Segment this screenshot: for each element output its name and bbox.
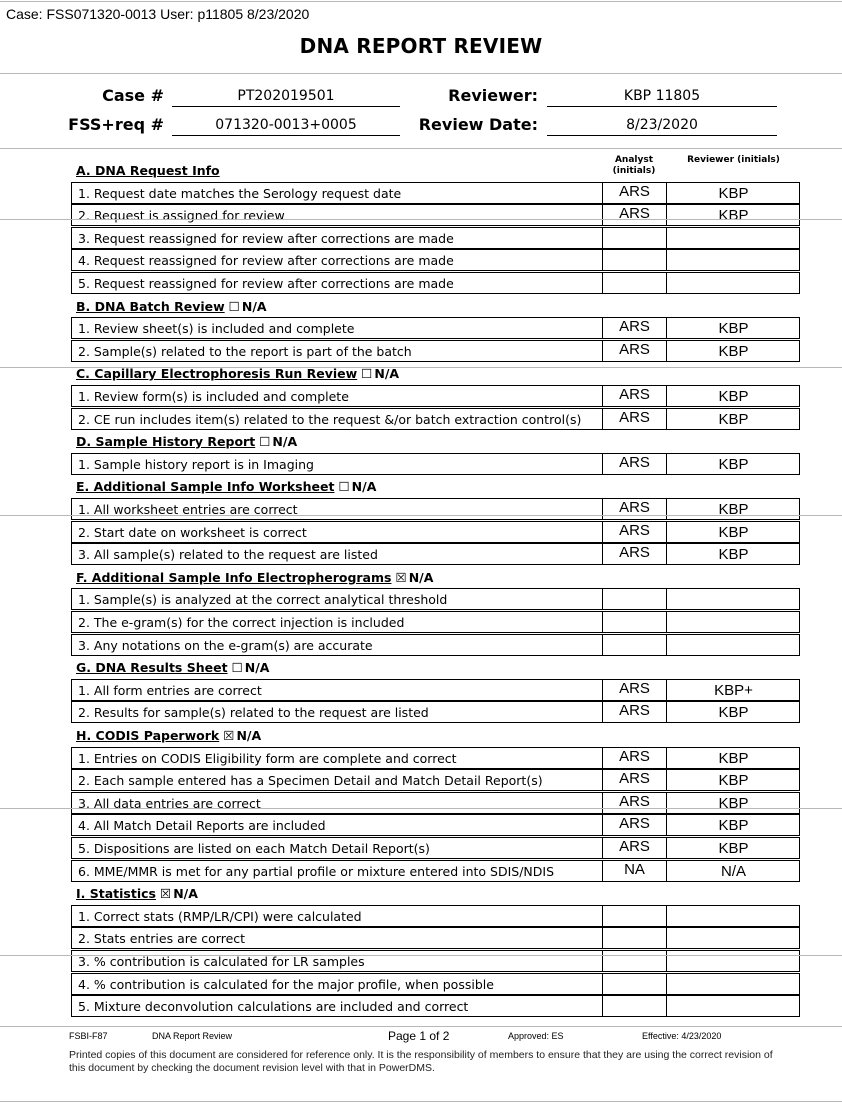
reviewer-column-header: Reviewer (initials) xyxy=(687,155,780,165)
reviewer-initials-cell[interactable]: KBP xyxy=(718,794,749,812)
na-label: N/A xyxy=(351,479,377,495)
item-text: 4. % contribution is calculated for the major profile, when possible xyxy=(78,976,494,992)
analyst-initials-cell[interactable]: ARS xyxy=(602,453,667,475)
section-title: D. Sample History Report xyxy=(76,434,256,450)
checklist-row xyxy=(71,769,800,791)
reviewer-initials-cell[interactable]: KBP xyxy=(718,207,749,225)
checklist-row xyxy=(71,317,800,339)
reviewer-initials-cell[interactable]: KBP xyxy=(718,320,749,338)
item-text: 2. Request is assigned for review xyxy=(78,208,285,224)
reviewer-initials-cell[interactable] xyxy=(667,249,800,271)
item-text: 4. All Match Detail Reports are included xyxy=(78,818,326,834)
reviewer-initials-cell[interactable] xyxy=(667,272,800,294)
section-title: B. DNA Batch Review xyxy=(76,298,225,314)
analyst-initials-cell[interactable]: ARS xyxy=(602,792,667,814)
section-title: A. DNA Request Info xyxy=(76,163,220,178)
section-heading xyxy=(76,883,198,905)
checklist-row xyxy=(71,182,800,204)
reviewer-initials-cell[interactable] xyxy=(667,973,800,995)
checklist-row xyxy=(71,272,800,294)
checklist-row xyxy=(71,747,800,769)
checklist-row xyxy=(71,995,800,1017)
analyst-initials-cell[interactable]: ARS xyxy=(602,769,667,791)
section-heading xyxy=(76,296,267,318)
item-text: 2. The e-gram(s) for the correct injection is included xyxy=(78,615,405,630)
page-title: DNA REPORT REVIEW xyxy=(299,34,543,58)
checklist-row xyxy=(71,204,800,226)
analyst-initials-cell[interactable] xyxy=(602,249,667,271)
item-text: 6. MME/MMR is met for any partial profile or mixture entered into SDIS/NDIS xyxy=(78,863,555,879)
reviewer-initials-cell[interactable]: KBP xyxy=(718,410,749,428)
reviewer-initials-cell[interactable]: KBP+ xyxy=(714,681,753,699)
checklist-row xyxy=(71,950,800,972)
analyst-initials-cell[interactable]: ARS xyxy=(602,340,667,362)
reviewer-initials-cell[interactable]: KBP xyxy=(718,840,749,857)
na-label: N/A xyxy=(374,366,400,382)
item-text: 5. Dispositions are listed on each Match Detail Report(s) xyxy=(78,841,430,856)
analyst-initials-cell[interactable] xyxy=(602,588,667,610)
section-title: F. Additional Sample Info Electropherograms xyxy=(76,569,392,585)
item-text: 3. Any notations on the e-gram(s) are accurate xyxy=(78,637,373,653)
checklist-row xyxy=(71,860,800,882)
analyst-initials-cell[interactable]: ARS xyxy=(602,182,667,204)
section-heading xyxy=(76,431,297,453)
title-rule xyxy=(0,73,842,74)
case-stamp: Case: FSS071320-0013 User: p11805 8/23/2020 xyxy=(6,6,310,22)
item-text: 3. % contribution is calculated for LR samples xyxy=(78,954,365,969)
approved-by: Approved: ES xyxy=(508,1031,564,1041)
reviewer-initials-cell[interactable] xyxy=(667,905,800,927)
analyst-initials-cell[interactable]: ARS xyxy=(602,747,667,769)
checklist-row xyxy=(71,453,800,475)
checkbox-icon[interactable]: ☐ xyxy=(361,366,373,382)
fss-req-label: FSS+req # xyxy=(68,115,164,134)
reviewer-initials-cell[interactable] xyxy=(667,611,800,633)
item-text: 3. All sample(s) related to the request are listed xyxy=(78,547,378,563)
header-rule xyxy=(0,148,842,149)
item-text: 2. CE run includes item(s) related to the request &/or batch extraction control(s) xyxy=(78,411,582,427)
checked-box-icon[interactable]: ☒ xyxy=(159,886,172,902)
section-title: G. DNA Results Sheet xyxy=(76,660,228,676)
reviewer-field: KBP 11805 xyxy=(547,86,777,107)
item-text: 1. All worksheet entries are correct xyxy=(78,502,298,517)
checkbox-icon[interactable]: ☐ xyxy=(259,434,271,450)
section-heading xyxy=(76,725,261,747)
item-text: 1. Review form(s) is included and complete xyxy=(78,389,349,404)
reviewer-initials-cell[interactable]: KBP xyxy=(718,388,749,405)
checklist-row xyxy=(71,634,800,656)
checklist-row xyxy=(71,340,800,362)
reviewer-initials-cell[interactable]: KBP xyxy=(718,772,749,790)
na-label: N/A xyxy=(173,886,198,902)
reviewer-initials-cell[interactable] xyxy=(667,950,800,972)
form-id: FSBI-F87 xyxy=(69,1031,108,1041)
effective-date: Effective: 4/23/2020 xyxy=(642,1031,722,1041)
checklist-row xyxy=(71,792,800,814)
na-label: N/A xyxy=(408,569,434,585)
analyst-initials-cell[interactable] xyxy=(602,227,667,249)
item-text: 2. Results for sample(s) related to the request are listed xyxy=(78,705,429,721)
footer-rule xyxy=(0,1026,842,1027)
case-number-field: PT202019501 xyxy=(172,86,400,107)
checkbox-icon[interactable]: ☐ xyxy=(228,298,240,314)
item-text: 1. Sample history report is in Imaging xyxy=(78,456,314,472)
reviewer-initials-cell[interactable]: KBP xyxy=(718,501,749,518)
bottom-rule xyxy=(0,1101,842,1102)
item-text: 1. Entries on CODIS Eligibility form are complete and correct xyxy=(78,750,457,766)
item-text: 2. Stats entries are correct xyxy=(78,931,246,947)
checklist-row xyxy=(71,385,800,407)
checklist-row xyxy=(71,588,800,610)
section-heading xyxy=(76,476,376,498)
checklist-row xyxy=(71,249,800,271)
checklist-row xyxy=(71,814,800,836)
analyst-initials-cell[interactable]: ARS xyxy=(602,521,667,543)
item-text: 1. Sample(s) is analyzed at the correct analytical threshold xyxy=(78,592,448,608)
checklist-row xyxy=(71,973,800,995)
reviewer-initials-cell[interactable] xyxy=(667,927,800,949)
analyst-initials-cell[interactable]: ARS xyxy=(602,408,667,430)
checkbox-icon[interactable]: ☐ xyxy=(231,660,243,676)
analyst-initials-cell[interactable] xyxy=(602,950,667,972)
analyst-initials-cell[interactable]: ARS xyxy=(602,814,667,836)
checklist-row xyxy=(71,543,800,565)
analyst-column-header: Analyst (initials) xyxy=(612,155,656,176)
checklist-row xyxy=(71,905,800,927)
checkbox-icon[interactable]: ☐ xyxy=(338,479,350,495)
item-text: 3. All data entries are correct xyxy=(78,795,261,811)
analyst-initials-cell[interactable]: ARS xyxy=(602,543,667,565)
checklist-row xyxy=(71,227,800,249)
item-text: 2. Sample(s) related to the report is part of the batch xyxy=(78,343,412,359)
reviewer-initials-cell[interactable] xyxy=(667,634,800,656)
checked-box-icon[interactable]: ☒ xyxy=(395,569,407,585)
analyst-initials-cell[interactable] xyxy=(602,272,667,294)
analyst-initials-cell[interactable] xyxy=(602,927,667,949)
checklist-row xyxy=(71,701,800,723)
na-label: N/A xyxy=(244,660,270,676)
na-label: N/A xyxy=(272,434,298,450)
checklist-row xyxy=(71,611,800,633)
reviewer-initials-cell[interactable]: KBP xyxy=(718,342,749,360)
scan-line xyxy=(0,219,842,220)
analyst-initials-cell[interactable]: ARS xyxy=(602,317,667,339)
item-text: 2. Each sample entered has a Specimen Detail and Match Detail Report(s) xyxy=(78,773,543,789)
analyst-initials-cell[interactable]: ARS xyxy=(602,679,667,701)
case-label: Case # xyxy=(102,86,164,105)
analyst-initials-cell[interactable] xyxy=(602,905,667,927)
section-heading xyxy=(76,567,433,589)
section-title: I. Statistics xyxy=(76,886,156,902)
scan-line xyxy=(0,808,842,809)
item-text: 5. Mixture deconvolution calculations are included and correct xyxy=(78,999,469,1015)
section-heading xyxy=(76,657,269,679)
reviewer-initials-cell[interactable]: N/A xyxy=(720,862,746,880)
reviewer-initials-cell[interactable]: KBP xyxy=(718,455,749,473)
section-title: E. Additional Sample Info Worksheet xyxy=(76,479,335,495)
analyst-initials-cell[interactable] xyxy=(602,634,667,656)
item-text: 2. Start date on worksheet is correct xyxy=(78,524,307,540)
fss-req-field: 071320-0013+0005 xyxy=(172,115,400,136)
item-text: 1. Correct stats (RMP/LR/CPI) were calculated xyxy=(78,908,362,924)
scan-line xyxy=(0,955,842,956)
analyst-initials-cell[interactable] xyxy=(602,973,667,995)
checklist-row xyxy=(71,521,800,543)
analyst-initials-cell[interactable]: ARS xyxy=(602,385,667,407)
reviewer-initials-cell[interactable] xyxy=(667,227,800,249)
item-text: 3. Request reassigned for review after corrections are made xyxy=(78,230,454,246)
item-text: 1. All form entries are correct xyxy=(78,682,262,698)
top-rule xyxy=(0,1,842,2)
analyst-initials-cell[interactable]: ARS xyxy=(602,837,667,859)
na-label: N/A xyxy=(241,298,267,314)
section-heading xyxy=(76,160,220,182)
scan-line xyxy=(0,367,842,368)
reviewer-initials-cell[interactable]: KBP xyxy=(718,749,749,767)
analyst-initials-cell[interactable]: ARS xyxy=(602,204,667,226)
page-number: Page 1 of 2 xyxy=(388,1029,450,1043)
checked-box-icon[interactable]: ☒ xyxy=(223,728,235,743)
reviewer-initials-cell[interactable]: KBP xyxy=(718,704,749,722)
section-title: C. Capillary Electrophoresis Run Review xyxy=(76,366,358,382)
analyst-initials-cell[interactable] xyxy=(602,995,667,1017)
item-text: 4. Request reassigned for review after corrections are made xyxy=(78,253,454,269)
scan-line xyxy=(0,515,842,516)
na-label: N/A xyxy=(236,728,262,743)
review-date-label: Review Date: xyxy=(418,115,538,134)
analyst-initials-cell[interactable]: NA xyxy=(602,860,667,882)
review-date-field: 8/23/2020 xyxy=(547,115,777,136)
analyst-initials-cell[interactable] xyxy=(602,611,667,633)
document-name: DNA Report Review xyxy=(152,1031,233,1041)
disclaimer-note: Printed copies of this document are considered for reference only. It is the responsibility of members to ensure that they are using the correct revision of this document by checking the document revision level with that in PowerDMS. xyxy=(69,1049,773,1074)
analyst-initials-cell[interactable]: ARS xyxy=(602,498,667,520)
reviewer-initials-cell[interactable] xyxy=(667,588,800,610)
checklist-row xyxy=(71,679,800,701)
item-text: 1. Review sheet(s) is included and complete xyxy=(78,321,355,337)
analyst-initials-cell[interactable]: ARS xyxy=(602,701,667,723)
item-text: 1. Request date matches the Serology request date xyxy=(78,185,402,201)
reviewer-label: Reviewer: xyxy=(448,86,538,105)
reviewer-initials-cell[interactable]: KBP xyxy=(718,523,749,541)
reviewer-initials-cell[interactable] xyxy=(667,995,800,1017)
checklist-row xyxy=(71,408,800,430)
reviewer-initials-cell[interactable]: KBP xyxy=(718,546,749,564)
checklist-row xyxy=(71,927,800,949)
checklist-row xyxy=(71,498,800,520)
reviewer-initials-cell[interactable]: KBP xyxy=(718,184,749,202)
reviewer-initials-cell[interactable]: KBP xyxy=(718,817,749,835)
section-title: H. CODIS Paperwork xyxy=(76,728,220,743)
checklist-row xyxy=(71,837,800,859)
item-text: 5. Request reassigned for review after corrections are made xyxy=(78,276,454,291)
